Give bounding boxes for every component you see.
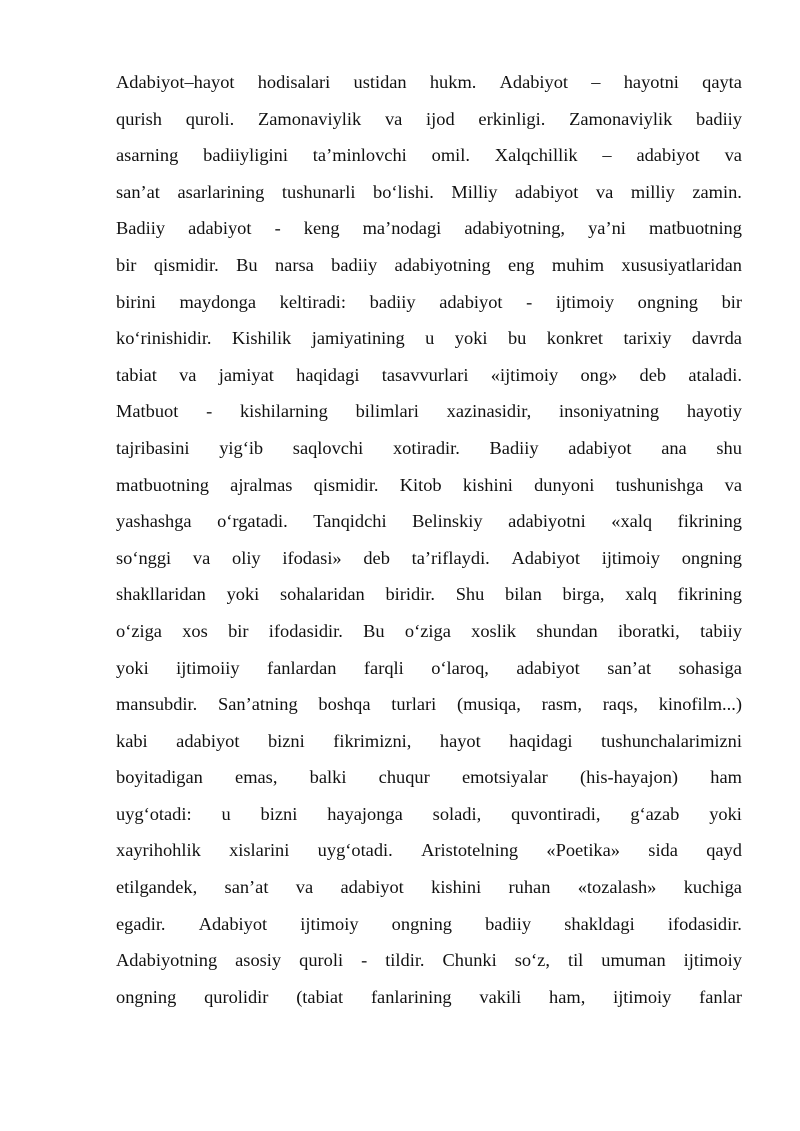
word: ana: [661, 437, 687, 458]
word: ongning: [681, 547, 742, 568]
word: sohasiga: [678, 657, 742, 678]
word: hayajonga: [327, 803, 403, 824]
word: ham: [710, 767, 742, 788]
word: adabiyot: [188, 218, 252, 239]
word: ongning: [391, 913, 452, 934]
word: -: [274, 218, 281, 239]
word: u: [221, 803, 231, 824]
word: zamin.: [692, 181, 742, 202]
word: asosiy: [235, 950, 282, 971]
word: adabiyot: [568, 437, 632, 458]
word: oliy: [232, 547, 261, 568]
word: ongning: [116, 986, 177, 1007]
word: til: [567, 950, 584, 971]
word: u: [425, 328, 435, 349]
word: tabiat: [116, 364, 157, 385]
word: shundan: [536, 620, 598, 641]
word: so‘nggi: [116, 547, 172, 568]
word: o‘laroq,: [431, 657, 489, 678]
word: boyitadigan: [116, 767, 203, 788]
word: Belinskiy: [412, 511, 483, 532]
word: vakili: [479, 986, 522, 1007]
word: ifodasidir.: [667, 913, 742, 934]
word: badiiy: [331, 254, 378, 275]
word: ong»: [580, 364, 618, 385]
word: hayot: [439, 730, 481, 751]
word: bir: [721, 291, 742, 312]
word: Tanqidchi: [313, 511, 387, 532]
word: -: [361, 950, 368, 971]
word: rasm,: [541, 694, 582, 715]
text-line: [116, 328, 742, 365]
word: omil.: [431, 145, 470, 166]
word: deb: [639, 364, 667, 385]
word: ijtimoiiy: [176, 657, 240, 678]
word: va: [724, 145, 742, 166]
text-line: [116, 658, 742, 695]
word: ifodasi»: [282, 547, 342, 568]
text-line: [116, 987, 742, 1024]
word: so‘z,: [514, 950, 550, 971]
word: ya’ni: [588, 218, 626, 239]
word: fikrining: [677, 584, 742, 605]
word: Adabiyot: [511, 547, 580, 568]
word: san’at: [116, 181, 160, 202]
word: bizni: [267, 730, 305, 751]
word: (musiqa,: [456, 694, 521, 715]
word: Bu: [236, 254, 258, 275]
word: o‘rgatadi.: [217, 511, 288, 532]
word: milliy: [630, 181, 675, 202]
word: asarlarining: [177, 181, 265, 202]
word: bu: [507, 328, 527, 349]
word: sida: [648, 840, 678, 861]
word: qurish: [116, 108, 162, 129]
text-line: [116, 621, 742, 658]
word: ta’riflaydi.: [411, 547, 490, 568]
word: bilimlari: [355, 401, 419, 422]
word: quroli.: [185, 108, 235, 129]
word: asarning: [116, 145, 179, 166]
word: mansubdir.: [116, 694, 198, 715]
text-line: [116, 475, 742, 512]
word: va: [192, 547, 211, 568]
word: ham,: [549, 986, 586, 1007]
word: xislarini: [229, 840, 290, 861]
word: Shu: [455, 584, 485, 605]
word: maydonga: [179, 291, 257, 312]
word: Zamonaviylik: [258, 108, 362, 129]
word: xususiyatlaridan: [621, 254, 742, 275]
word: qismidir.: [153, 254, 219, 275]
word: matbuotning: [116, 474, 209, 495]
word: Adabiyotning: [116, 950, 218, 971]
word: quroli: [299, 950, 344, 971]
word: «ijtimoiy: [490, 364, 559, 385]
word: biridir.: [385, 584, 435, 605]
word: tushunarli: [281, 181, 356, 202]
text-line: [116, 914, 742, 951]
word: fanlardan: [267, 657, 337, 678]
word: (his-hayajon): [579, 767, 679, 788]
word: matbuotning: [648, 218, 742, 239]
word: dunyoni: [534, 474, 595, 495]
word: adabiyot: [516, 657, 580, 678]
word: Adabiyot: [499, 72, 569, 92]
word: sohalaridan: [279, 584, 365, 605]
word: adabiyotning,: [464, 218, 565, 239]
word: ma’nodagi: [362, 218, 442, 239]
text-line: [116, 877, 742, 914]
word: tabiiy: [700, 620, 742, 641]
word: ijod: [426, 108, 455, 129]
text-line: [116, 804, 742, 841]
word: San’atning: [217, 694, 298, 715]
text-line: [116, 292, 742, 329]
word: yig‘ib: [219, 437, 264, 458]
word: Badiiy: [116, 218, 166, 239]
word: kuchiga: [683, 877, 742, 898]
word: va: [179, 364, 197, 385]
word: g‘azab: [630, 803, 680, 824]
word: bo‘lishi.: [373, 181, 434, 202]
word: –: [591, 72, 601, 92]
word: ijtimoiy: [613, 986, 672, 1007]
word: Kitob: [399, 474, 442, 495]
word: shu: [716, 437, 742, 458]
word: xos: [182, 620, 208, 641]
word: ustidan: [353, 72, 407, 92]
text-line: [116, 694, 742, 731]
word: Bu: [363, 620, 385, 641]
word: badiiy: [485, 913, 532, 934]
word: o‘ziga: [116, 620, 162, 641]
word: hayotiy: [686, 401, 742, 422]
word: tildir.: [385, 950, 425, 971]
word: eng: [507, 254, 535, 275]
word: fikrining: [677, 511, 742, 532]
word: kishilarning: [239, 401, 328, 422]
word: xazinasidir,: [446, 401, 532, 422]
word: Milliy: [451, 181, 498, 202]
word: tajribasini: [116, 437, 190, 458]
word: bizni: [260, 803, 298, 824]
word: emotsiyalar: [461, 767, 548, 788]
word: qayd: [706, 840, 742, 861]
word: konkret: [546, 328, 603, 349]
word: san’at: [224, 877, 269, 898]
word: adabiyotning: [394, 254, 491, 275]
word: erkinligi.: [478, 108, 546, 129]
word: hodisalari: [257, 72, 331, 92]
word: xalq: [625, 584, 657, 605]
word: ijtimoiy: [555, 291, 615, 312]
word: ijtimoiy: [601, 547, 660, 568]
word: insoniyatning: [558, 401, 660, 422]
word: egadir.: [116, 913, 166, 934]
word: Badiiy: [489, 437, 539, 458]
word: ta’minlovchi: [312, 145, 407, 166]
word: yoki: [454, 328, 488, 349]
word: Matbuot: [116, 401, 179, 422]
word: jamiyatining: [311, 328, 405, 349]
word: davrda: [691, 328, 742, 349]
word: kabi: [116, 730, 148, 751]
word: Adabiyot: [198, 913, 268, 934]
word: emas,: [235, 767, 278, 788]
text-line: [116, 365, 742, 402]
word: yoki: [709, 803, 742, 824]
word: keng: [303, 218, 340, 239]
text-line: [116, 584, 742, 621]
word: soladi,: [432, 803, 482, 824]
word: adabiyot: [636, 145, 700, 166]
word: adabiyot: [439, 291, 503, 312]
word: raqs,: [602, 694, 638, 715]
body-paragraph: [116, 72, 742, 1023]
text-line: [116, 511, 742, 548]
word: san’at: [607, 657, 652, 678]
word: Chunki: [442, 950, 497, 971]
word: va: [595, 181, 614, 202]
word: va: [384, 108, 403, 129]
word: Aristotelning: [421, 840, 519, 861]
word: tarixiy: [623, 328, 672, 349]
word: «Poetika»: [546, 840, 620, 861]
word: adabiyotni: [508, 511, 586, 532]
word: farqli: [363, 657, 404, 678]
word: saqlovchi: [292, 437, 364, 458]
word: hukm.: [429, 72, 477, 92]
word: keltiradi:: [279, 291, 347, 312]
word: muhim: [551, 254, 605, 275]
text-line: [116, 731, 742, 768]
word: -: [206, 401, 213, 422]
word: birga,: [562, 584, 605, 605]
word: yashashga: [116, 511, 192, 532]
word: balki: [309, 767, 347, 788]
word: boshqa: [318, 694, 371, 715]
word: ijtimoiy: [683, 950, 742, 971]
word: fanlarining: [370, 986, 452, 1007]
word: jamiyat: [218, 364, 274, 385]
text-line: [116, 218, 742, 255]
word: birini: [116, 291, 156, 312]
word: deb: [363, 547, 390, 568]
word: «tozalash»: [577, 877, 657, 898]
text-line: [116, 767, 742, 804]
word: qurolidir: [204, 986, 269, 1007]
word: adabiyot: [340, 877, 404, 898]
word: «xalq: [611, 511, 653, 532]
word: iboratki,: [617, 620, 680, 641]
text-line: [116, 840, 742, 877]
word: haqidagi: [509, 730, 573, 751]
text-line: [116, 548, 742, 585]
word: uyg‘otadi:: [116, 803, 192, 824]
word: adabiyot: [176, 730, 240, 751]
word: narsa: [274, 254, 314, 275]
word: va: [295, 877, 314, 898]
word: bir: [116, 254, 137, 275]
word: xayrihohlik: [116, 840, 201, 861]
word: badiiy: [696, 108, 742, 129]
word: yoki: [116, 657, 149, 678]
word: chuqur: [378, 767, 430, 788]
word: tushunchalarimizni: [601, 730, 742, 751]
word: yoki: [226, 584, 260, 605]
word: bilan: [505, 584, 542, 605]
word: umuman: [601, 950, 666, 971]
word: -: [526, 291, 533, 312]
word: ijtimoiy: [300, 913, 359, 934]
word: etilgandek,: [116, 877, 198, 898]
word: ataladi.: [688, 364, 742, 385]
word: ruhan: [508, 877, 551, 898]
text-line: [116, 182, 742, 219]
word: Xalqchillik: [494, 145, 578, 166]
word: xoslik: [471, 620, 517, 641]
text-line: [116, 72, 742, 109]
word: Zamonaviylik: [569, 108, 673, 129]
text-line: [116, 145, 742, 182]
word: haqidagi: [296, 364, 360, 385]
word: quvontiradi,: [511, 803, 601, 824]
word: kishini: [462, 474, 513, 495]
word: –: [602, 145, 612, 166]
text-line: [116, 255, 742, 292]
text-line: [116, 950, 742, 987]
word: tasavvurlari: [381, 364, 469, 385]
word: fanlar: [699, 986, 742, 1007]
text-line: [116, 401, 742, 438]
word: o‘ziga: [404, 620, 451, 641]
word: hayotni: [623, 72, 679, 92]
word: shakldagi: [564, 913, 635, 934]
word: ongning: [637, 291, 698, 312]
word: fikrimizni,: [333, 730, 412, 751]
word: kishini: [431, 877, 482, 898]
word: va: [724, 474, 742, 495]
word: shakllaridan: [116, 584, 206, 605]
word: uyg‘otadi.: [317, 840, 393, 861]
word: qismidir.: [313, 474, 379, 495]
text-line: [116, 438, 742, 475]
word: ifodasidir.: [268, 620, 343, 641]
word: ajralmas: [230, 474, 293, 495]
word: kinofilm...): [658, 694, 742, 715]
word: Kishilik: [231, 328, 292, 349]
word: (tabiat: [296, 986, 344, 1007]
word: badiiyligini: [203, 145, 288, 166]
word: ko‘rinishidir.: [116, 328, 212, 349]
text-line: [116, 109, 742, 146]
word: tushunishga: [615, 474, 704, 495]
word: qayta: [702, 72, 742, 92]
word: bir: [228, 620, 249, 641]
word: xotiradir.: [392, 437, 460, 458]
word: badiiy: [369, 291, 416, 312]
word: adabiyot: [514, 181, 579, 202]
word: turlari: [391, 694, 437, 715]
word: Adabiyot–hayot: [116, 72, 235, 92]
